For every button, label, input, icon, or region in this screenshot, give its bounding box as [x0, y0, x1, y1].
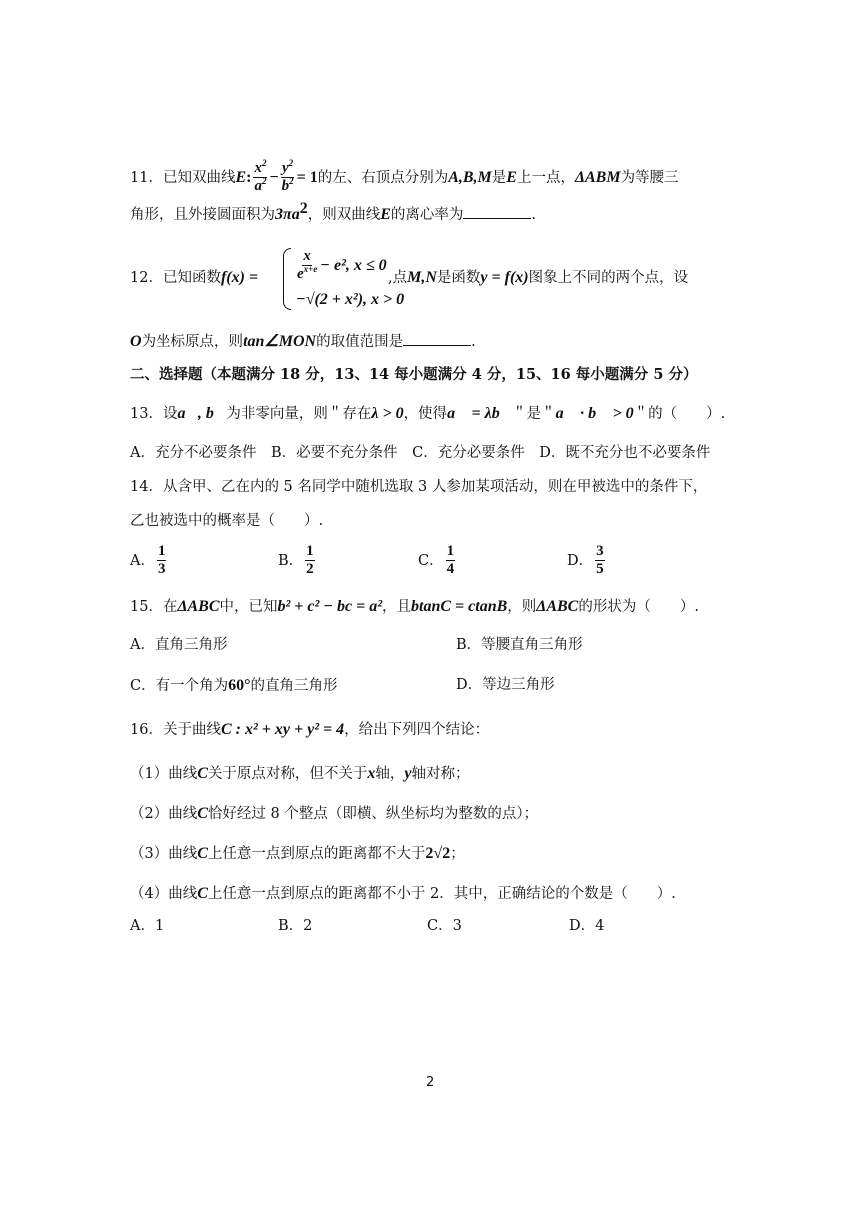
- q13-lambda: λ > 0: [371, 405, 404, 422]
- q15-option-a[interactable]: A．直角三角形: [130, 637, 228, 653]
- q16-s2-curve: C: [197, 805, 208, 822]
- q15-option-b[interactable]: B．等腰直角三角形: [456, 637, 583, 653]
- q11-frac-y: $\frac{y^2}{b^2}$: [281, 158, 294, 195]
- q16-s4-text: 上任意一点到原点的距离都不小于 2．其中，正确结论的个数是（ ）.: [207, 886, 676, 902]
- q12-function: f(x) =: [220, 269, 259, 286]
- q16-statement-3: [130, 846, 465, 862]
- q11-text6: 角形，且外接圆面积为: [130, 207, 275, 223]
- q11-text8: 的离心率为: [390, 207, 464, 223]
- q11-curve-ref: E: [506, 168, 517, 186]
- q16-s1-x: x: [367, 765, 376, 782]
- q12-case1: [294, 248, 387, 284]
- q12-text3: 是函数: [436, 270, 481, 286]
- q12-end: .: [471, 334, 476, 350]
- q15-number: 15．在: [130, 599, 178, 615]
- q15-triangle: ΔABC: [177, 598, 220, 615]
- q16-s1-text2: 轴，: [375, 766, 405, 782]
- q12-case1-frac: $\frac{x}{e^{x+e}}$: [297, 248, 318, 283]
- q11-end: .: [531, 207, 537, 223]
- q12-piecewise-brace: [283, 248, 291, 310]
- q16-s3-value: 2√2: [425, 845, 451, 862]
- q16-s4-prefix: （4）曲线: [130, 886, 198, 902]
- q16-option-b[interactable]: B．2: [278, 918, 313, 934]
- q13-text2: ，使得: [403, 406, 448, 422]
- q14-c-den: 4: [446, 561, 455, 578]
- q16-statement-4: [130, 886, 676, 902]
- q14-line2: 乙也被选中的概率是（ ）.: [130, 513, 324, 529]
- q13-equation: a⃗ = λb⃗: [447, 405, 513, 422]
- q14-line1: 14．从含甲、乙在内的 5 名同学中随机选取 3 人参加某项活动，则在甲被选中的条件下，: [130, 479, 708, 495]
- q16-line1: [130, 722, 489, 738]
- q11-line1: 11．已知双曲线E: $\frac{x^2}{a^2}$ − $\frac{y^2}{b^2}$ = 1的左、右顶点分别为A,B,M是E上一点，ΔABM为等腰三: [130, 158, 679, 195]
- q11-text7: ，则双曲线: [307, 207, 381, 223]
- q16-option-d[interactable]: D．4: [569, 918, 605, 934]
- q13-line1: [130, 406, 725, 422]
- q12-text1: 已知函数: [162, 270, 221, 286]
- q15-c-text2: 的直角三角形: [250, 678, 338, 694]
- q11-curve-name: E: [235, 168, 247, 186]
- q13-dot-product: a⃗ · b⃗ > 0: [555, 405, 634, 422]
- q11-line2: 角形，且外接圆面积为$3\pi a^2$，则双曲线E的离心率为 .: [130, 200, 537, 223]
- q15-text1: 中，已知: [219, 599, 278, 615]
- q12-line2: [130, 333, 476, 350]
- q16-s4-curve: C: [197, 885, 208, 902]
- q12-line1-rest: [388, 270, 688, 286]
- q14-d-num: 3: [595, 543, 605, 561]
- q12-expression: tan∠MON: [243, 333, 317, 350]
- q11-curve-ref2: E: [380, 206, 391, 223]
- q15-equation2: btanC = ctanB: [411, 598, 508, 615]
- q14-b-label: B．: [278, 552, 304, 569]
- q15-text4: 的形状为（ ）.: [578, 599, 699, 615]
- q14-c-label: C．: [418, 552, 444, 569]
- q16-s3-text: 上任意一点到原点的距离都不大于: [207, 846, 426, 862]
- q16-statement-2: [130, 806, 538, 822]
- q15-line1: [130, 599, 699, 615]
- q12-answer-blank[interactable]: [403, 333, 471, 346]
- q12-points: M,N: [407, 269, 437, 286]
- q16-s3-curve: C: [197, 845, 208, 862]
- q14-c-frac: [446, 543, 456, 579]
- q16-s1-curve: C: [197, 765, 208, 782]
- q11-text: 已知双曲线: [162, 169, 236, 186]
- section-2-header: 二、选择题（本题满分 18 分，13、14 每小题满分 4 分，15、16 每小题满分 5 分）: [130, 366, 698, 383]
- q13-vectors: a⃗, b⃗: [177, 405, 227, 422]
- q16-option-a[interactable]: A．1: [130, 918, 165, 934]
- q15-angle: 60°: [228, 677, 251, 694]
- q14-b-den: 2: [306, 561, 314, 578]
- q14-a-frac: [157, 543, 167, 579]
- q11-points: A,B,M: [448, 168, 492, 186]
- q11-triangle: ΔABM: [574, 168, 621, 186]
- q14-b-num: 1: [305, 543, 315, 561]
- q15-option-c[interactable]: [130, 678, 338, 694]
- q14-d-label: D．: [567, 552, 594, 569]
- q15-text2: ，且: [382, 599, 412, 615]
- q16-s3-end: ；: [450, 846, 465, 862]
- q12-text6: 的取值范围是: [316, 334, 404, 350]
- q16-s1-prefix: （1）曲线: [130, 766, 198, 782]
- q11-number: 11．: [130, 169, 163, 186]
- q14-option-c[interactable]: [418, 543, 457, 579]
- q14-a-label: A．: [130, 552, 155, 569]
- q15-text3: ，则: [507, 599, 537, 615]
- q12-text5: 为坐标原点，则: [141, 334, 244, 350]
- q16-text1: ，给出下列四个结论：: [344, 722, 490, 738]
- q12-text2: ,点: [388, 270, 408, 286]
- q12-case1-tail: − e², x ≤ 0: [320, 256, 387, 274]
- q11-answer-blank[interactable]: [463, 206, 531, 219]
- q14-option-d[interactable]: [567, 543, 607, 579]
- q14-a-num: 1: [157, 543, 167, 561]
- q14-option-b[interactable]: [278, 543, 317, 579]
- q12-case2: −√(2 + x²), x > 0: [296, 291, 405, 308]
- q16-s1-text: 关于原点对称，但不关于: [207, 766, 368, 782]
- q16-statement-1: [130, 766, 470, 782]
- q14-b-frac: [305, 543, 315, 579]
- q15-triangle2: ΔABC: [536, 598, 579, 615]
- q14-d-den: 5: [596, 561, 604, 578]
- q16-option-c[interactable]: C．3: [427, 918, 462, 934]
- q15-c-text1: C．有一个角为: [130, 678, 229, 694]
- q11-text2: 的左、右顶点分别为: [317, 169, 449, 186]
- q16-s1-y: y: [404, 765, 412, 782]
- q11-text5: 为等腰三: [620, 169, 679, 186]
- q14-c-num: 1: [446, 543, 456, 561]
- q13-text1: 为非零向量，则＂存在: [226, 406, 372, 422]
- q16-s2-text: 恰好经过 8 个整点（即横、纵坐标均为整数的点）；: [207, 806, 539, 822]
- q16-s1-text3: 轴对称；: [411, 766, 470, 782]
- q13-options: A．充分不必要条件 B．必要不充分条件 C．充分必要条件 D．既不充分也不必要条件: [130, 445, 711, 461]
- q12-function2: y = f(x): [480, 269, 529, 286]
- q16-curve: C : x² + xy + y² = 4: [220, 721, 345, 738]
- q13-number: 13．设: [130, 406, 178, 422]
- q14-option-a[interactable]: [130, 543, 168, 579]
- q11-text3: 是: [491, 169, 507, 186]
- q14-a-den: 3: [157, 561, 166, 578]
- q11-text4: 上一点，: [516, 169, 575, 186]
- page-number: 2: [426, 1075, 435, 1090]
- q11-area: 3πa: [275, 206, 300, 223]
- q12-text4: 图象上不同的两个点，设: [528, 270, 689, 286]
- q16-s2-prefix: （2）曲线: [130, 806, 198, 822]
- q12-number: 12．: [130, 270, 163, 286]
- q16-number: 16．关于曲线: [130, 722, 221, 738]
- q11-frac-x: $\frac{x^2}{a^2}$: [254, 158, 267, 195]
- q12-origin: O: [130, 333, 142, 350]
- q15-equation1: b² + c² − bc = a²: [277, 598, 383, 615]
- q13-text4: ＂的（ ）.: [633, 406, 726, 422]
- q15-option-d[interactable]: D．等边三角形: [456, 677, 555, 693]
- q14-d-frac: [595, 543, 605, 579]
- q13-text3: ＂是＂: [512, 406, 556, 422]
- q16-s3-prefix: （3）曲线: [130, 846, 198, 862]
- q12-line1: [130, 270, 258, 286]
